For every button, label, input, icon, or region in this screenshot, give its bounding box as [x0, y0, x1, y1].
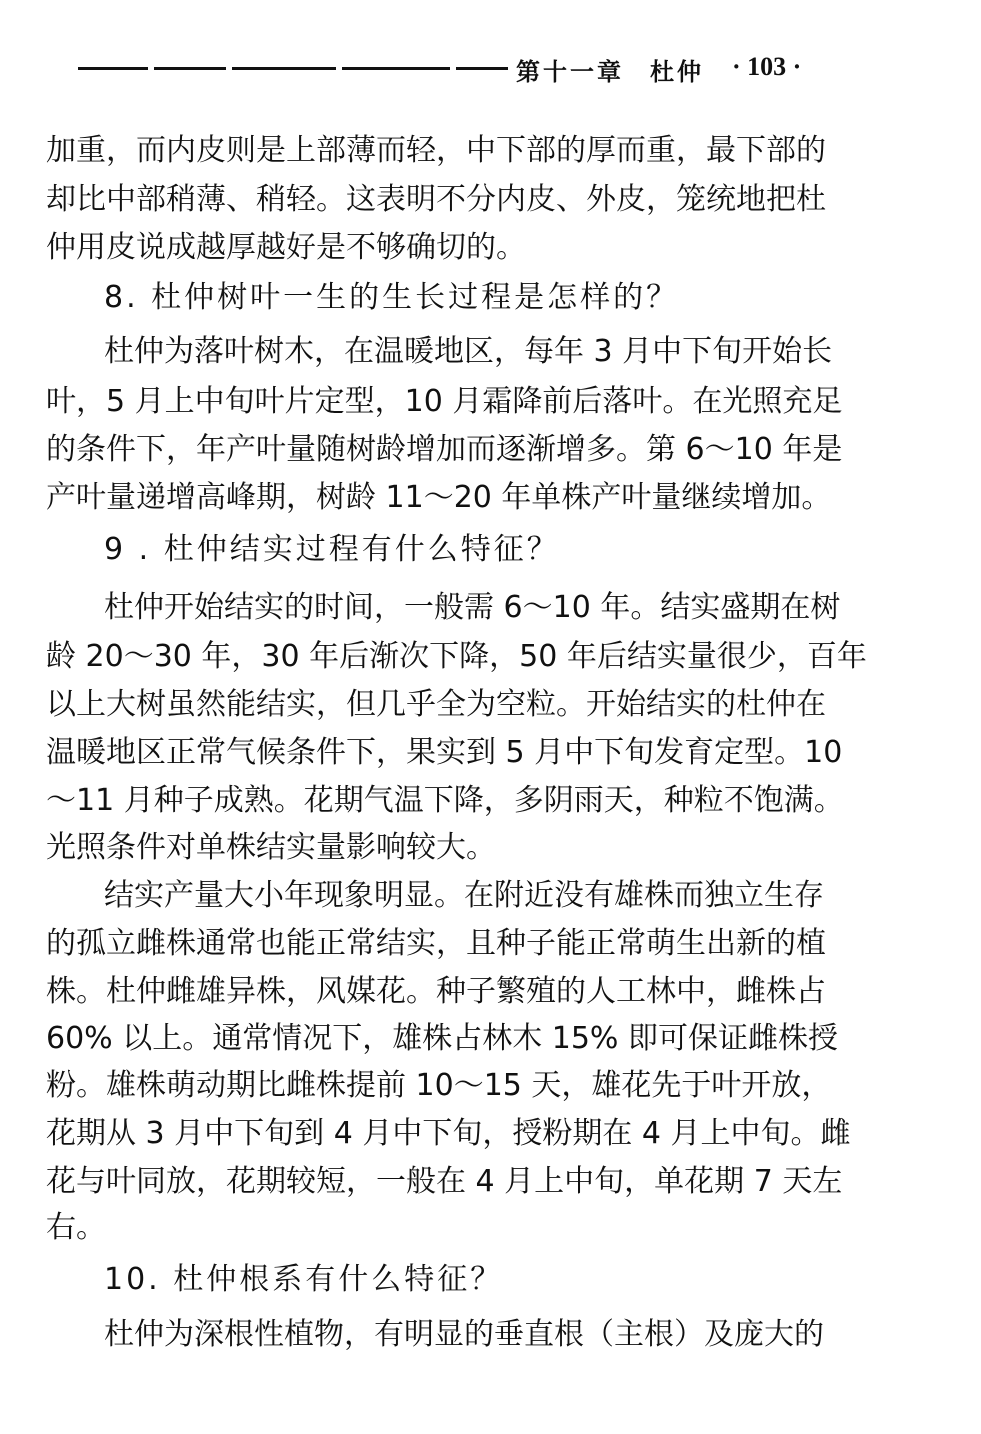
body-line: 杜仲开始结实的时间，一般需 6～10 年。结实盛期在树 — [104, 590, 841, 625]
body-line: 右。 — [46, 1210, 106, 1245]
body-line: 60% 以上。通常情况下，雄株占林木 15% 即可保证雌株授 — [46, 1021, 838, 1056]
body-line: 龄 20～30 年，30 年后渐次下降，50 年后结实量很少，百年 — [46, 639, 867, 674]
body-line: 花与叶同放，花期较短，一般在 4 月上中旬，单花期 7 天左 — [46, 1164, 843, 1199]
question-heading-9: 9 . 杜仲结实过程有什么特征？ — [104, 532, 560, 567]
body-line: 粉。雄株萌动期比雌株提前 10～15 天，雄花先于叶开放， — [46, 1068, 832, 1103]
body-line: 叶，5 月上中旬叶片定型，10 月霜降前后落叶。在光照充足 — [46, 384, 843, 419]
header-rule-gap — [336, 64, 342, 72]
body-line: 结实产量大小年现象明显。在附近没有雄株而独立生存 — [104, 878, 824, 913]
body-line: 温暖地区正常气候条件下，果实到 5 月中下旬发育定型。10 — [46, 735, 843, 770]
header-rule-gap — [226, 64, 232, 72]
body-line: 花期从 3 月中下旬到 4 月中下旬，授粉期在 4 月上中旬。雌 — [46, 1116, 851, 1151]
body-line: 光照条件对单株结实量影响较大。 — [46, 830, 496, 865]
chapter-label: 第十一章 — [516, 57, 624, 86]
body-line: 产叶量递增高峰期，树龄 11～20 年单株产叶量继续增加。 — [46, 480, 832, 515]
body-line: 仲用皮说成越厚越好是不够确切的。 — [46, 230, 526, 265]
header-rule-gap — [148, 64, 154, 72]
question-heading-8: 8. 杜仲树叶一生的生长过程是怎样的？ — [104, 280, 680, 315]
body-line: 加重，而内皮则是上部薄而轻，中下部的厚而重，最下部的 — [46, 133, 826, 168]
body-line: 株。杜仲雌雄异株，风媒花。种子繁殖的人工林中，雌株占 — [46, 974, 826, 1009]
body-line: 却比中部稍薄、稍轻。这表明不分内皮、外皮，笼统地把杜 — [46, 182, 826, 217]
header-rule-gap — [450, 64, 456, 72]
body-line: ～11 月种子成熟。花期气温下降，多阴雨天，种粒不饱满。 — [46, 783, 844, 818]
body-line: 的孤立雌株通常也能正常结实，且种子能正常萌生出新的植 — [46, 926, 826, 961]
header-rule — [78, 67, 508, 70]
body-line: 以上大树虽然能结实，但几乎全为空粒。开始结实的杜仲在 — [46, 687, 826, 722]
chapter-title: 杜仲 — [650, 57, 704, 86]
body-line: 的条件下，年产叶量随树龄增加而逐渐增多。第 6～10 年是 — [46, 432, 843, 467]
question-heading-10: 10. 杜仲根系有什么特征？ — [104, 1262, 504, 1297]
page-number: · 103 · — [732, 52, 802, 81]
running-header — [78, 50, 838, 86]
body-line: 杜仲为落叶树木，在温暖地区，每年 3 月中下旬开始长 — [104, 334, 833, 369]
body-line: 杜仲为深根性植物，有明显的垂直根（主根）及庞大的 — [104, 1317, 824, 1352]
